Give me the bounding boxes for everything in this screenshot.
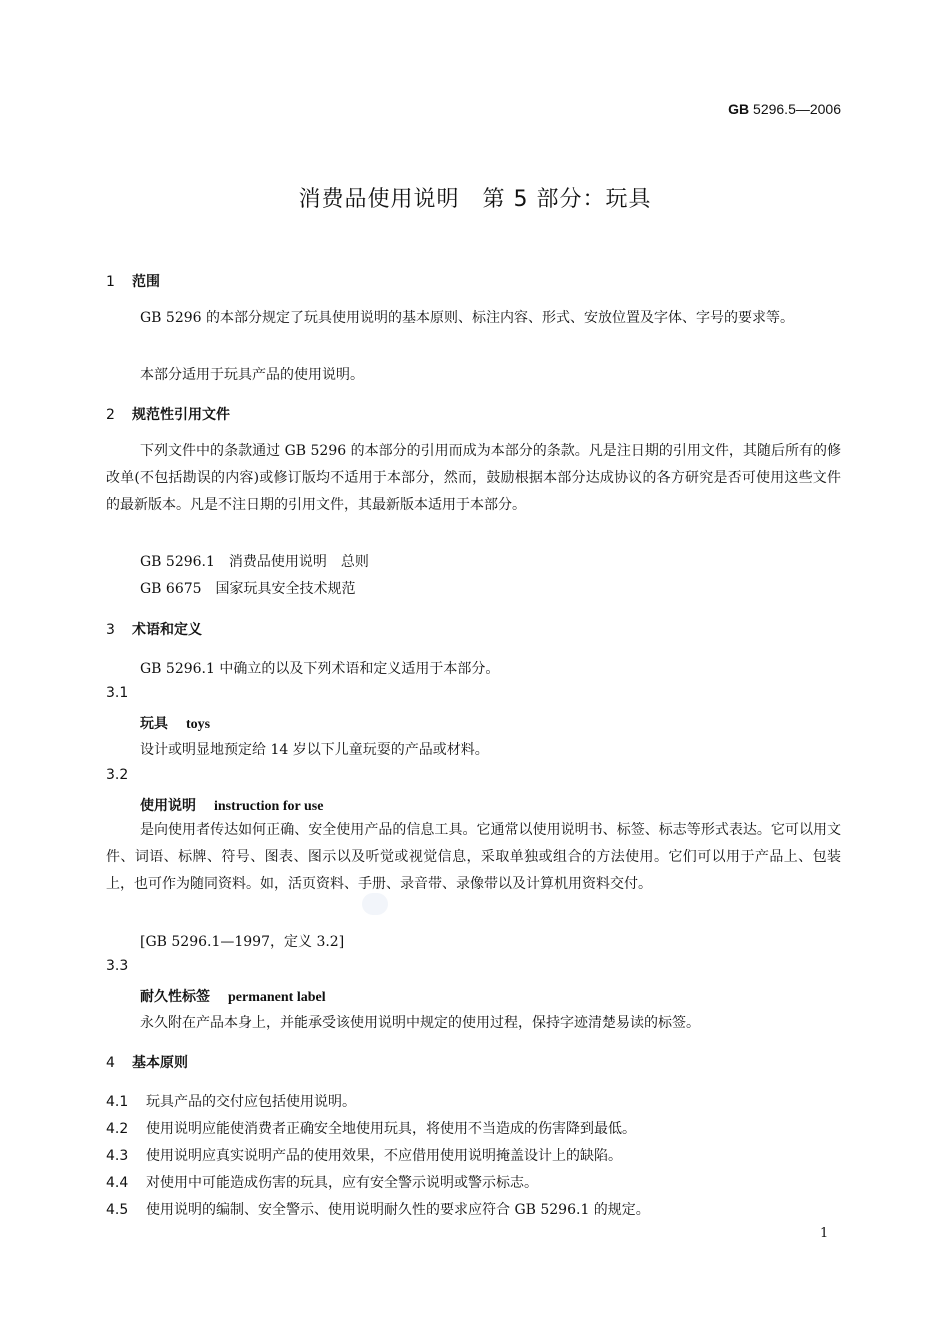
term-3-2-source: [GB 5296.1—1997，定义 3.2] <box>140 934 345 950</box>
standard-number: GB 5296.5—2006 <box>728 101 841 117</box>
reference-2: GB 6675 国家玩具安全技术规范 <box>140 581 356 597</box>
section-1-heading: 1 范围 <box>106 274 160 290</box>
section-4-heading: 4 基本原则 <box>106 1055 188 1071</box>
watermark-logo <box>362 893 388 915</box>
term-3-2-definition: 是向使用者传达如何正确、安全使用产品的信息工具。它通常以使用说明书、标签、标志等形式表达。它可以用文件、词语、标牌、符号、图表、图示以及听觉或视觉信息，采取单独或组合的方法使用。它们可以用于产品上、包装上，也可作为随同资料。如，活页资料、手册、录音带、录像带以及计算机用资料交付。 <box>106 822 841 892</box>
term-3-3-definition: 永久附在产品本身上，并能承受该使用说明中规定的使用过程，保持字迹清楚易读的标签。 <box>140 1015 700 1031</box>
section-2-paragraph: 下列文件中的条款通过 GB 5296 的本部分的引用而成为本部分的条款。凡是注日期的引用文件，其随后所有的修改单(不包括勘误的内容)或修订版均不适用于本部分，然而，鼓励根据本部分达成协议的各方研究是否可使用这些文件的最新版本。凡是不注日期的引用文件，其最新版本适用于本部分。 <box>106 443 841 513</box>
term-3-3-number: 3.3 <box>106 958 129 974</box>
principle-4-4: 4.4 对使用中可能造成伤害的玩具，应有安全警示说明或警示标志。 <box>106 1175 538 1191</box>
page-number: 1 <box>820 1226 829 1241</box>
principle-4-1: 4.1 玩具产品的交付应包括使用说明。 <box>106 1094 356 1110</box>
principle-4-5: 4.5 使用说明的编制、安全警示、使用说明耐久性的要求应符合 GB 5296.1 的规定。 <box>106 1202 650 1218</box>
reference-1: GB 5296.1 消费品使用说明 总则 <box>140 554 369 570</box>
term-3-2-number: 3.2 <box>106 767 129 783</box>
term-3-1-number: 3.1 <box>106 685 129 701</box>
term-3-3: 耐久性标签 permanent label <box>140 989 326 1005</box>
principle-4-3: 4.3 使用说明应真实说明产品的使用效果，不应借用使用说明掩盖设计上的缺陷。 <box>106 1148 622 1164</box>
section-3-heading: 3 术语和定义 <box>106 622 202 638</box>
term-3-1: 玩具 toys <box>140 716 211 732</box>
principle-4-2: 4.2 使用说明应能使消费者正确安全地使用玩具，将使用不当造成的伤害降到最低。 <box>106 1121 636 1137</box>
term-3-2: 使用说明 instruction for use <box>140 798 324 814</box>
document-title: 消费品使用说明 第 5 部分：玩具 <box>298 187 652 212</box>
section-2-heading: 2 规范性引用文件 <box>106 407 230 423</box>
term-3-1-definition: 设计或明显地预定给 14 岁以下儿童玩耍的产品或材料。 <box>140 742 489 758</box>
section-1-paragraph-2: 本部分适用于玩具产品的使用说明。 <box>140 367 364 383</box>
section-1-paragraph-1: GB 5296 的本部分规定了玩具使用说明的基本原则、标注内容、形式、安放位置及字体、字号的要求等。 <box>140 310 794 326</box>
section-3-intro: GB 5296.1 中确立的以及下列术语和定义适用于本部分。 <box>140 661 500 677</box>
